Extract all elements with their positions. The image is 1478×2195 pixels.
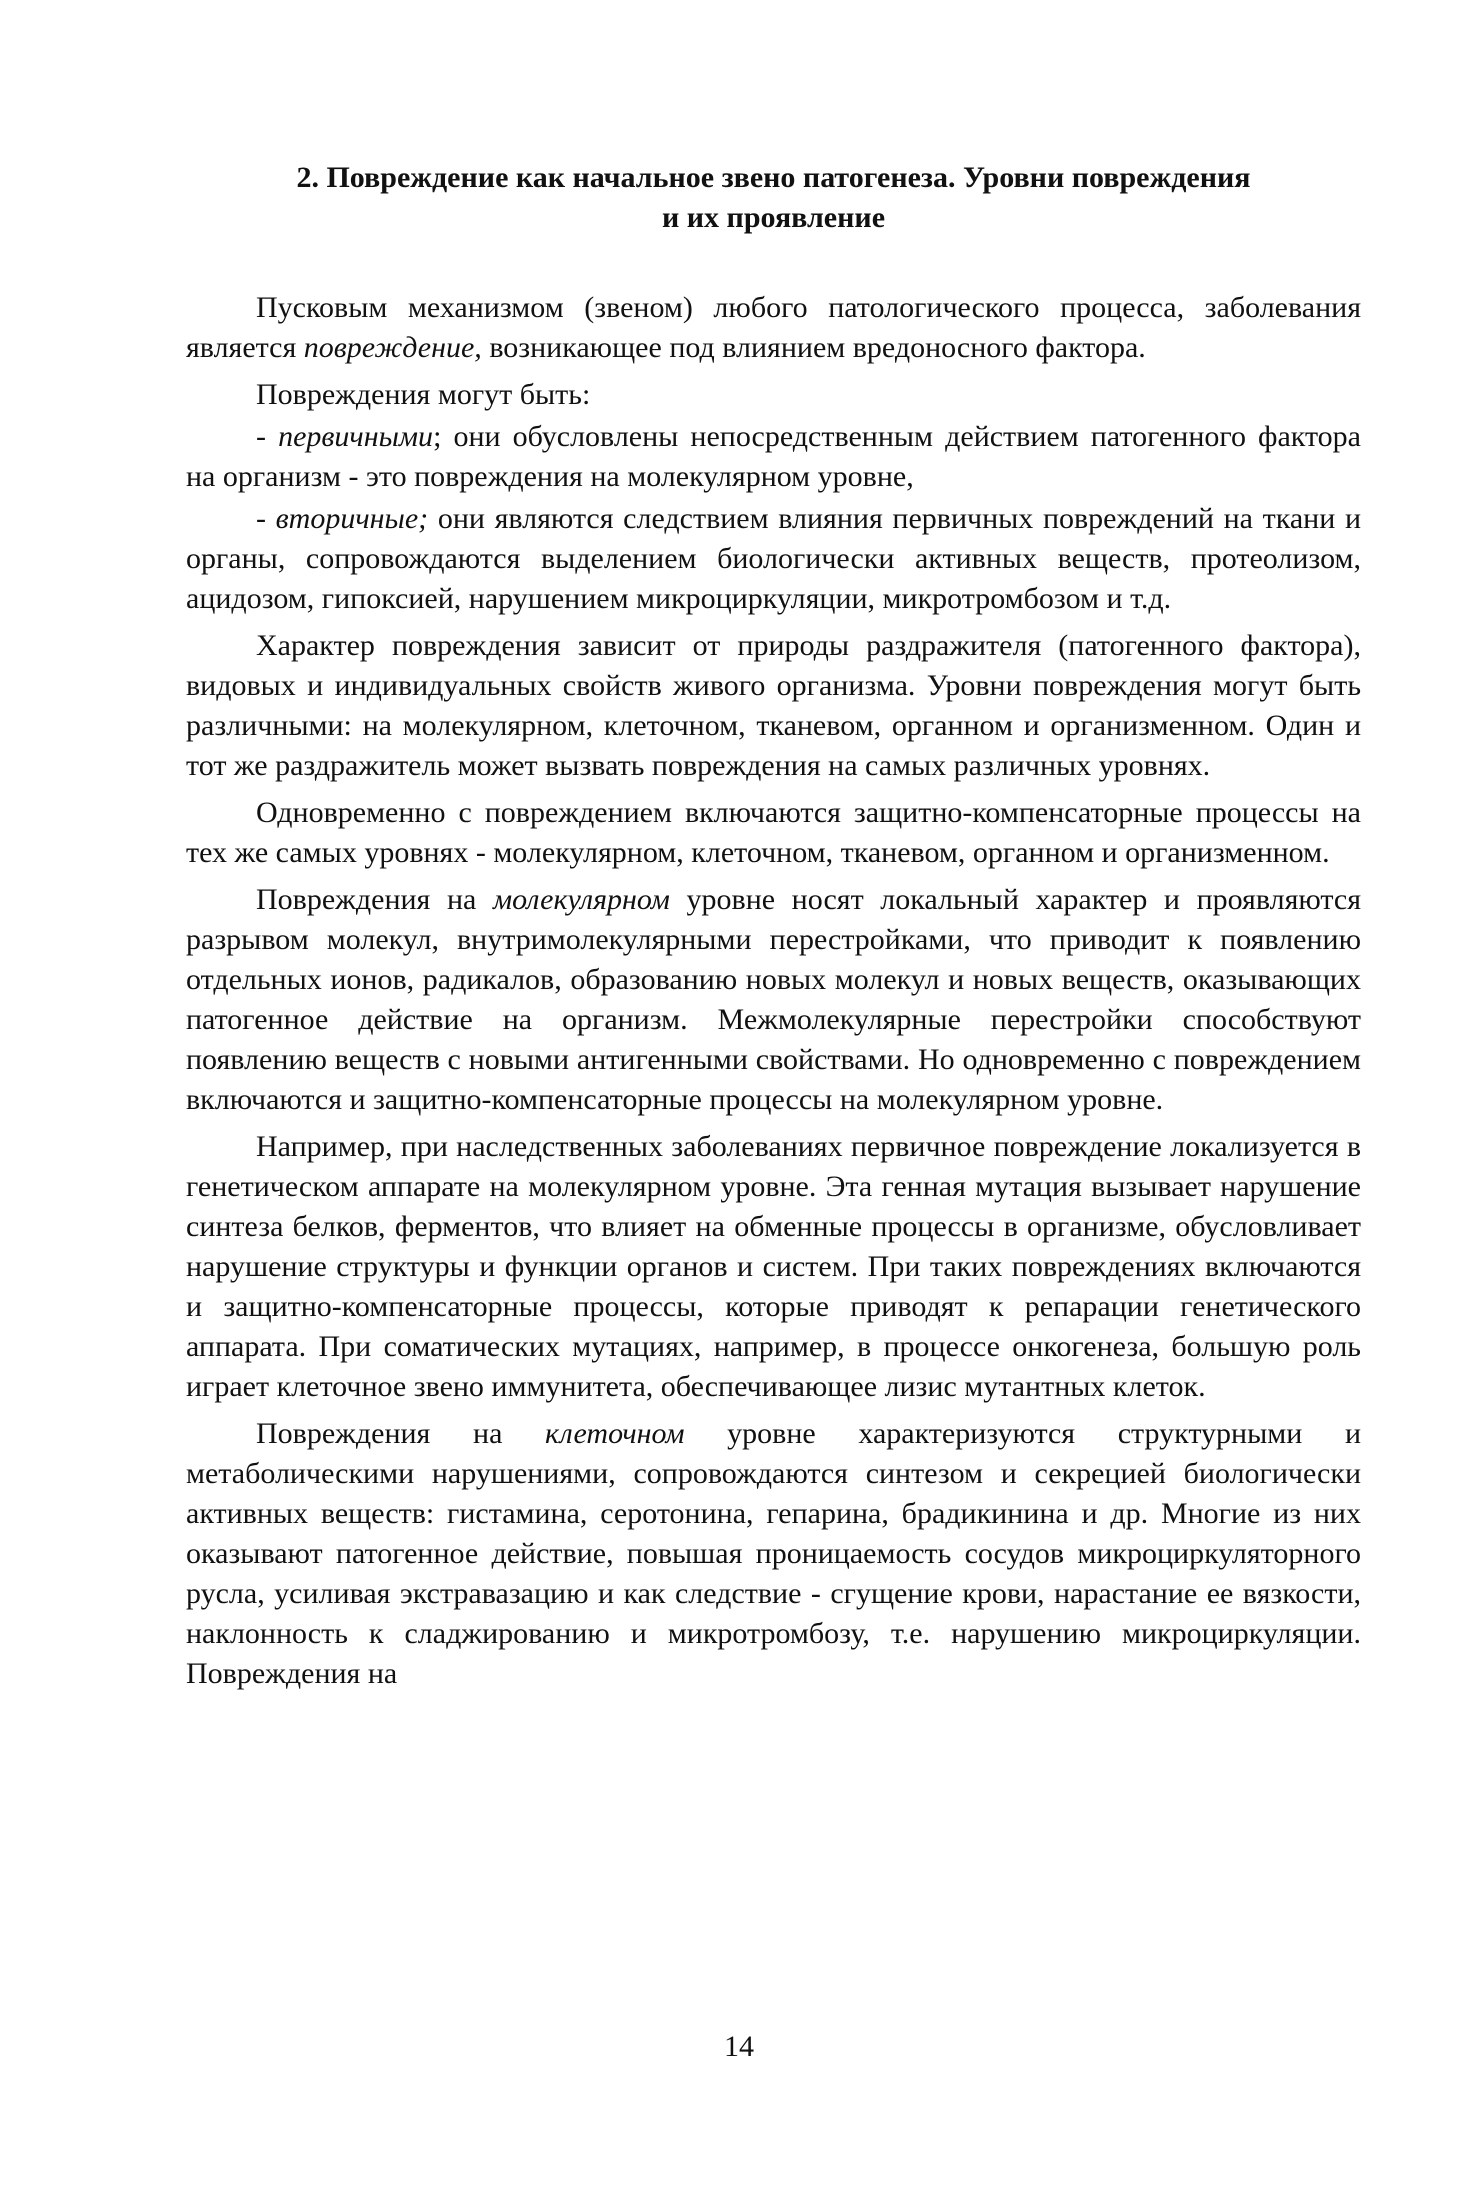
- paragraph-molecular-level: Повреждения на молекулярном уровне носят локальный характер и проявляются разрывом молекул, внутримолекулярными перестройками, что приводит к появлению отдельных ионов, радикалов, образованию новых молекул и новых веществ, оказывающих патогенное действие на организм. Межмолекулярные перестройки способствуют появлению веществ с новыми антигенными свойствами. Но одновременно с повреждением включаются и защитно-компенсаторные процессы на молекулярном уровне.: [186, 883, 1361, 1116]
- term-molecular: молекулярном: [492, 883, 670, 916]
- term-secondary: вторичные;: [275, 502, 429, 535]
- paragraph-damage-types-intro: Повреждения могут быть:: [256, 378, 591, 411]
- term-primary: первичными: [278, 420, 434, 453]
- term-cellular: клеточном: [545, 1417, 685, 1450]
- list-item-secondary: - вторичные; они являются следствием влияния первичных повреждений на ткани и органы, сопровождаются выделением биологически активных веществ, протеолизом, ацидозом, гипоксией, нарушением микроциркуляции, микротромбозом и т.д.: [186, 502, 1361, 615]
- paragraph-compensatory: Одновременно с повреждением включаются защитно-компенсаторные процессы на тех же самых уровнях - молекулярном, клеточном, тканевом, органном и организменном.: [186, 796, 1361, 869]
- page-number: 14: [724, 2030, 754, 2063]
- section-heading: [186, 158, 1361, 238]
- heading-line-2: и их проявление: [661, 201, 886, 234]
- paragraph-damage-character: Характер повреждения зависит от природы раздражителя (патогенного фактора), видовых и индивидуальных свойств живого организма. Уровни повреждения могут быть различными: на молекулярном, клеточном, тканевом, органном и организменном. Один и тот же раздражитель может вызвать повреждения на самых различных уровнях.: [186, 629, 1361, 782]
- list-item-primary: - первичными; они обусловлены непосредственным действием патогенного фактора на организм - это повреждения на молекулярном уровне,: [186, 420, 1361, 493]
- paragraph-hereditary-example: Например, при наследственных заболеваниях первичное повреждение локализуется в генетическом аппарате на молекулярном уровне. Эта генная мутация вызывает нарушение синтеза белков, ферментов, что влияет на обменные процессы в организме, обусловливает нарушение структуры и функции органов и систем. При таких повреждениях включаются и защитно-компенсаторные процессы, которые приводят к репарации генетического аппарата. При соматических мутациях, например, в процессе онкогенеза, большую роль играет клеточное звено иммунитета, обеспечивающее лизис мутантных клеток.: [186, 1130, 1361, 1403]
- term-damage: повреждение,: [303, 331, 482, 364]
- heading-line-1: 2. Повреждение как начальное звено патогенеза. Уровни повреждения: [296, 161, 1251, 194]
- paragraph-trigger-mechanism: Пусковым механизмом (звеном) любого патологического процесса, заболевания является повреждение, возникающее под влиянием вредоносного фактора.: [186, 291, 1361, 364]
- paragraph-cellular-level: Повреждения на клеточном уровне характеризуются структурными и метаболическими нарушениями, сопровождаются синтезом и секрецией биологически активных веществ: гистамина, серотонина, гепарина, брадикинина и др. Многие из них оказывают патогенное действие, повышая проницаемость сосудов микроциркуляторного русла, усиливая экстравазацию и как следствие - сгущение крови, нарастание ее вязкости, наклонность к сладжированию и микротромбозу, т.е. нарушению микроциркуляции. Повреждения на: [186, 1417, 1361, 1690]
- document-page: [186, 158, 1361, 1701]
